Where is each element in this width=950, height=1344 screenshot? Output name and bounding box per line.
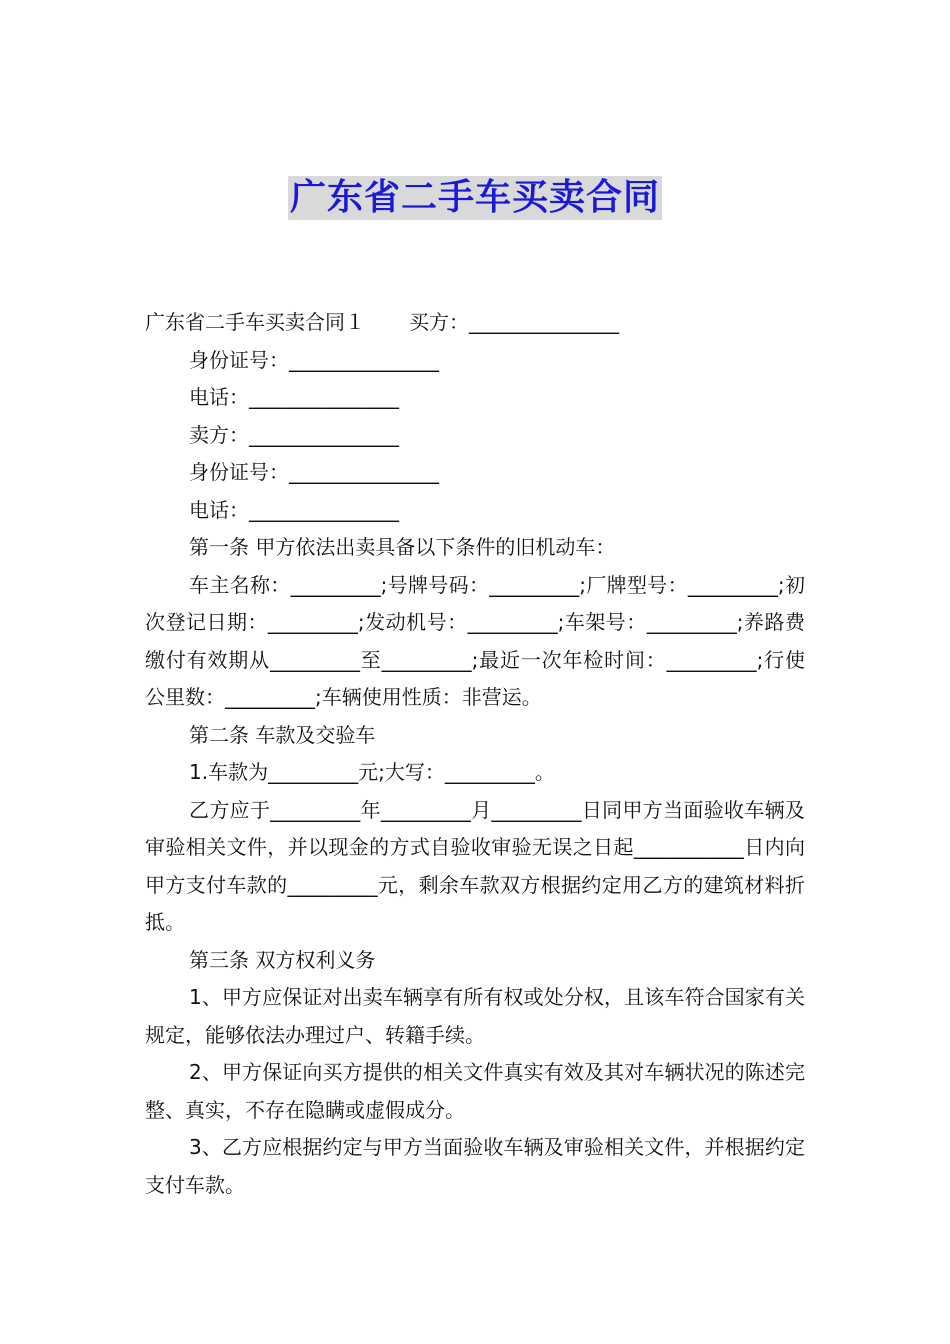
document-title: 广东省二手车买卖合同 xyxy=(289,177,660,218)
article-3-item-3: 3、乙方应根据约定与甲方当面验收车辆及审验相关文件，并根据约定支付车款。 xyxy=(145,1135,805,1197)
article-1-heading: 第一条 甲方依法出卖具备以下条件的旧机动车： xyxy=(189,535,616,559)
article-3-heading: 第三条 双方权利义务 xyxy=(189,947,376,972)
seller-id-field: 身份证号：_______________ xyxy=(189,460,439,484)
intro-label: 广东省二手车买卖合同１ xyxy=(145,310,365,334)
article-2-paragraph: 乙方应于_________年_________月_________日同甲方当面验收车辆及审验相关文件，并以现金的方式自验收审验无误之日起___________日内向甲方支付车款的_________元，剩余车款双方根据约定用乙方的建筑材料折抵。 xyxy=(145,797,805,934)
seller-phone-field: 电话：_______________ xyxy=(189,497,399,522)
article-3-item-1: 1、甲方应保证对出卖车辆享有所有权或处分权，且该车符合国家有关规定，能够依法办理过户、转籍手续。 xyxy=(145,985,805,1047)
article-1-body: 车主名称：_________;号牌号码：_________;厂牌型号：_________;初次登记日期：_________;发动机号：_________;车架号：_________;养路费缴付有效期从_________至_________;最近一次年检时间：_________;行使公里数：_________;车辆使用性质：非营运。 xyxy=(145,572,805,709)
title-container xyxy=(0,176,950,220)
buyer-phone-field: 电话：_______________ xyxy=(189,385,399,409)
document-body xyxy=(145,304,805,1204)
buyer-field: 买方：_______________ xyxy=(409,310,619,334)
article-2-heading: 第二条 车款及交验车 xyxy=(189,722,376,747)
intro-line xyxy=(145,304,805,342)
seller-field: 卖方：_______________ xyxy=(189,422,399,447)
article-3-item-2: 2、甲方保证向买方提供的相关文件真实有效及其对车辆状况的陈述完整、真实，不存在隐瞒或虚假成分。 xyxy=(145,1060,805,1122)
buyer-id-field: 身份证号：_______________ xyxy=(189,347,439,372)
article-2-item-1: 1.车款为_________元;大写：_________。 xyxy=(189,760,555,784)
